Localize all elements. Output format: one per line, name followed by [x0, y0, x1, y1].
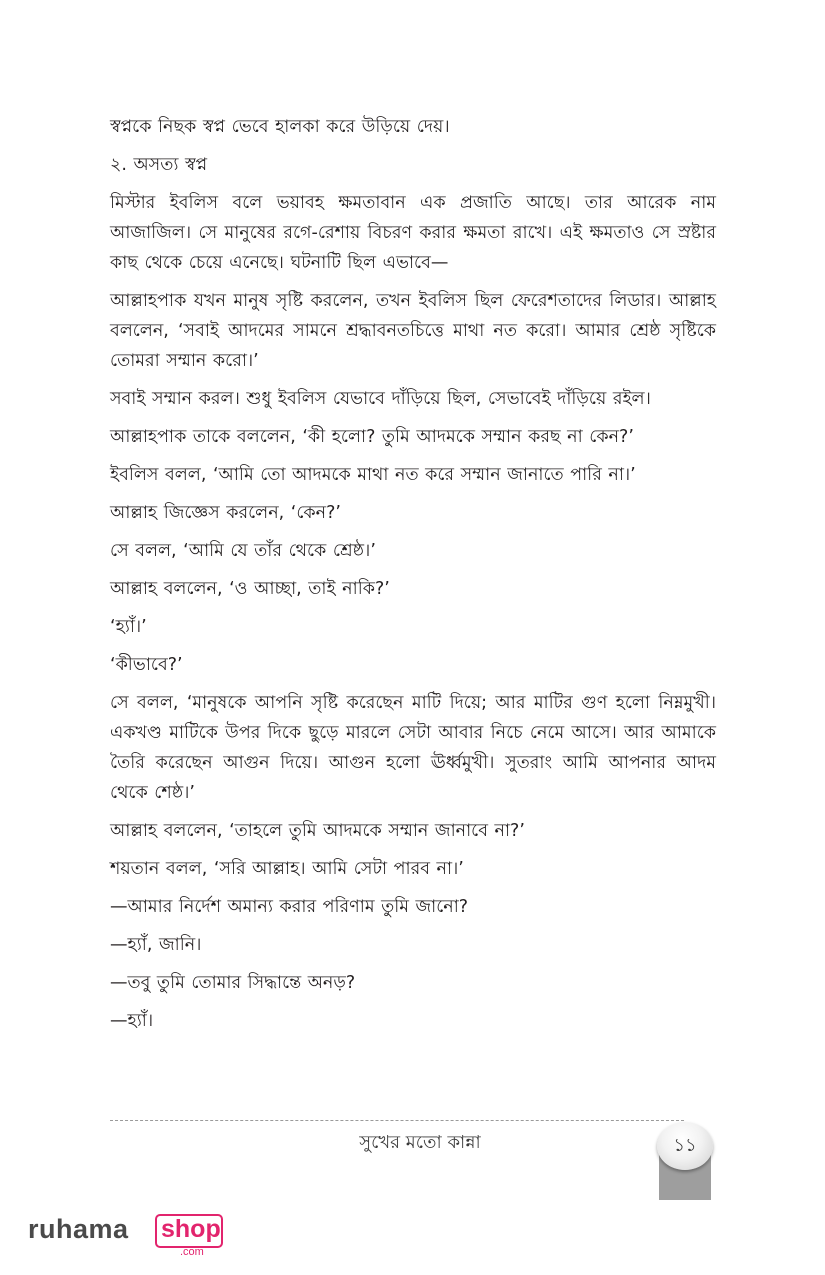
paragraph: সে বলল, ‘আমি যে তাঁর থেকে শ্রেষ্ঠ।’	[110, 541, 376, 561]
dialogue-line: —আমার নির্দেশ অমান্য করার পরিণাম তুমি জানো?	[110, 897, 469, 917]
body-text	[110, 112, 716, 1044]
paragraph: সে বলল, ‘মানুষকে আপনি সৃষ্টি করেছেন মাটি দিয়ে; আর মাটির গুণ হলো নিম্নমুখী। একখণ্ড মাটিকে উপর দিকে ছুড়ে মারলে সেটা আবার নিচে নেমে আসে। আর আমাকে তৈরি করেছেন আগুন দিয়ে। আগুন হলো ঊর্ধ্বমুখী। সুতরাং আমি আপনার আদম থেকে শেষ্ঠ।’	[110, 693, 716, 803]
paragraph: ‘কীভাবে?’	[110, 655, 183, 675]
page-number	[657, 1122, 713, 1170]
page-number-label: ১১	[673, 1134, 697, 1156]
footer-divider	[110, 1120, 684, 1121]
logo-shop-badge	[155, 1214, 223, 1248]
paragraph: স্বপ্নকে নিছক স্বপ্ন ভেবে হালকা করে উড়িয়ে দেয়।	[110, 117, 450, 137]
logo-text-ruhama: ruhama	[28, 1214, 129, 1244]
paragraph: আল্লাহপাক তাকে বললেন, ‘কী হলো? তুমি আদমকে সম্মান করছ না কেন?’	[110, 427, 634, 447]
section-heading: ২. অসত্য স্বপ্ন	[110, 155, 208, 175]
logo-text-domain: .com	[180, 1246, 204, 1258]
paragraph: আল্লাহ বললেন, ‘ও আচ্ছা, তাই নাকি?’	[110, 579, 390, 599]
dialogue-line: —হ্যাঁ।	[110, 1011, 154, 1031]
paragraph: আল্লাহপাক যখন মানুষ সৃষ্টি করলেন, তখন ইবলিস ছিল ফেরেশতাদের লিডার। আল্লাহ বললেন, ‘সবাই আদমের সামনে শ্রদ্ধাবনতচিত্তে মাথা নত করো। আমার শ্রেষ্ঠ সৃষ্টিকে তোমরা সম্মান করো।’	[110, 291, 716, 371]
paragraph: ‘হ্যাঁ।’	[110, 617, 147, 637]
paragraph: সবাই সম্মান করল। শুধু ইবলিস যেভাবে দাঁড়িয়ে ছিল, সেভাবেই দাঁড়িয়ে রইল।	[110, 389, 651, 409]
logo-text-shop: shop	[161, 1215, 221, 1243]
dialogue-line: —হ্যাঁ, জানি।	[110, 935, 202, 955]
paragraph: আল্লাহ জিজ্ঞেস করলেন, ‘কেন?’	[110, 503, 341, 523]
paragraph: ইবলিস বলল, ‘আমি তো আদমকে মাথা নত করে সম্মান জানাতে পারি না।’	[110, 465, 636, 485]
dialogue-line: —তবু তুমি তোমার সিদ্ধান্তে অনড়?	[110, 973, 356, 993]
paragraph: শয়তান বলল, ‘সরি আল্লাহ। আমি সেটা পারব না।’	[110, 859, 464, 879]
paragraph: মিস্টার ইবলিস বলে ভয়াবহ ক্ষমতাবান এক প্রজাতি আছে। তার আরেক নাম আজাজিল। সে মানুষের রগে-রেশায় বিচরণ করার ক্ষমতা রাখে। এই ক্ষমতাও সে স্রষ্টার কাছ থেকে চেয়ে এনেছে। ঘটনাটি ছিল এভাবে—	[110, 193, 716, 273]
paragraph: আল্লাহ বললেন, ‘তাহলে তুমি আদমকে সম্মান জানাবে না?’	[110, 821, 525, 841]
running-footer-title: সুখের মতো কান্না	[359, 1132, 481, 1153]
